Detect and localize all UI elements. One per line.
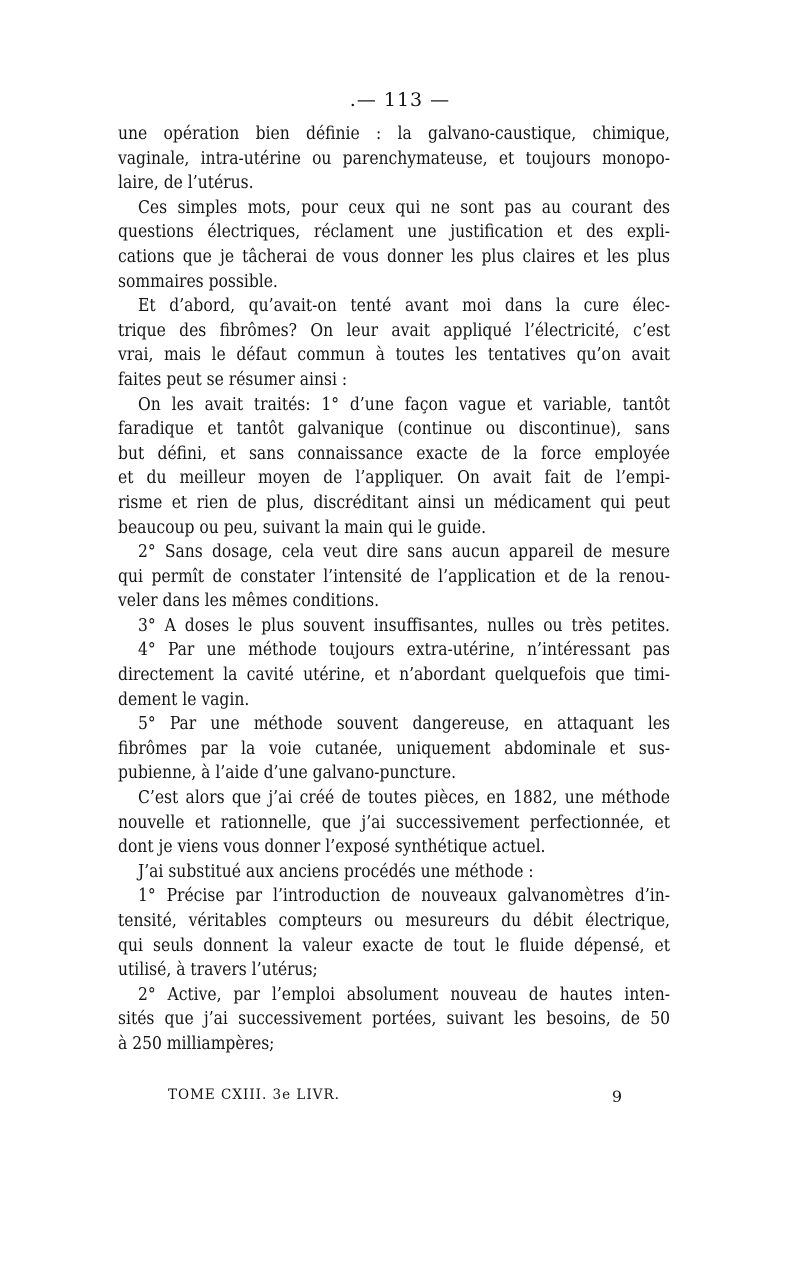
text-line: 2° Sans dosage, cela veut dire sans aucun appareil de mesure: [138, 542, 670, 563]
text-line: utilisé, à travers l’utérus;: [118, 960, 318, 981]
text-line: et du meilleur moyen de l’appliquer. On avait fait de l’empi-: [118, 468, 670, 489]
text-line: dont je viens vous donner l’exposé synthétique actuel.: [118, 837, 546, 858]
text-line: trique des fibrômes? On leur avait appliqué l’électricité, c’est: [118, 320, 670, 341]
text-line: cations que je tâcherai de vous donner les plus claires et les plus: [118, 246, 670, 267]
text-line: faradique et tantôt galvanique (continue ou discontinue), sans: [118, 419, 670, 440]
text-line: risme et rien de plus, discréditant ainsi un médicament qui peut: [118, 492, 670, 513]
text-line: qui permît de constater l’intensité de l’application et de la renou-: [118, 566, 670, 587]
text-line: vrai, mais le défaut commun à toutes les tentatives qu’on avait: [118, 345, 670, 366]
text-line: veler dans les mêmes conditions.: [118, 591, 380, 612]
text-line: 1° Précise par l’introduction de nouveaux galvanomètres d’in-: [138, 886, 670, 907]
footer-signature-number: 9: [611, 1087, 623, 1106]
text-line: une opération bien définie : la galvano-caustique, chimique,: [118, 124, 670, 144]
text-line: tensité, véritables compteurs ou mesureurs du débit électrique,: [118, 911, 670, 931]
text-line: nouvelle et rationnelle, que j’ai successivement perfectionnée, et: [118, 812, 670, 833]
text-line: beaucoup ou peu, suivant la main qui le guide.: [118, 517, 487, 538]
text-line: qui seuls donnent la valeur exacte de tout le fluide dépensé, et: [118, 935, 670, 956]
page-body-text: [118, 122, 670, 1057]
text-line: pubienne, à l’aide d’une galvano-puncture.: [118, 763, 457, 784]
page-number-header: .— 113 —: [349, 89, 451, 111]
text-line: J’ai substitué aux anciens procédés une méthode :: [138, 861, 534, 882]
text-line: sités que j’ai successivement portées, suivant les besoins, de 50: [118, 1009, 670, 1030]
text-line: faites peut se résumer ainsi :: [118, 369, 348, 390]
text-line: dement le vagin.: [118, 689, 250, 710]
text-line: 4° Par une méthode toujours extra-utérine, n’intéressant pas: [138, 640, 670, 661]
text-line: 2° Active, par l’emploi absolument nouveau de hautes inten-: [138, 984, 670, 1005]
text-line: sommaires possible.: [118, 271, 278, 292]
text-line: directement la cavité utérine, et n’abordant quelquefois que timi-: [118, 665, 670, 686]
text-line: Et d’abord, qu’avait-on tenté avant moi dans la cure élec-: [138, 296, 670, 317]
text-line: but défini, et sans connaissance exacte de la force employée: [118, 443, 670, 464]
text-line: Ces simples mots, pour ceux qui ne sont pas au courant des: [138, 197, 670, 218]
text-line: laire, de l’utérus.: [118, 173, 254, 194]
text-line: vaginale, intra-utérine ou parenchymateuse, et toujours monopo-: [118, 148, 670, 169]
text-line: 5° Par une méthode souvent dangereuse, en attaquant les: [138, 714, 670, 735]
text-line: On les avait traités: 1° d’une façon vague et variable, tantôt: [138, 394, 670, 415]
text-line: à 250 milliampères;: [118, 1033, 275, 1054]
text-line: 3° A doses le plus souvent insuffisantes, nulles ou très petites.: [138, 615, 670, 636]
text-line: C’est alors que j’ai créé de toutes pièces, en 1882, une méthode: [138, 788, 670, 809]
text-line: fibrômes par la voie cutanée, uniquement abdominale et sus-: [118, 738, 670, 759]
footer-volume-label: TOME CXIII. 3e LIVR.: [168, 1087, 340, 1103]
text-line: questions électriques, réclament une justification et des expli-: [118, 222, 670, 243]
